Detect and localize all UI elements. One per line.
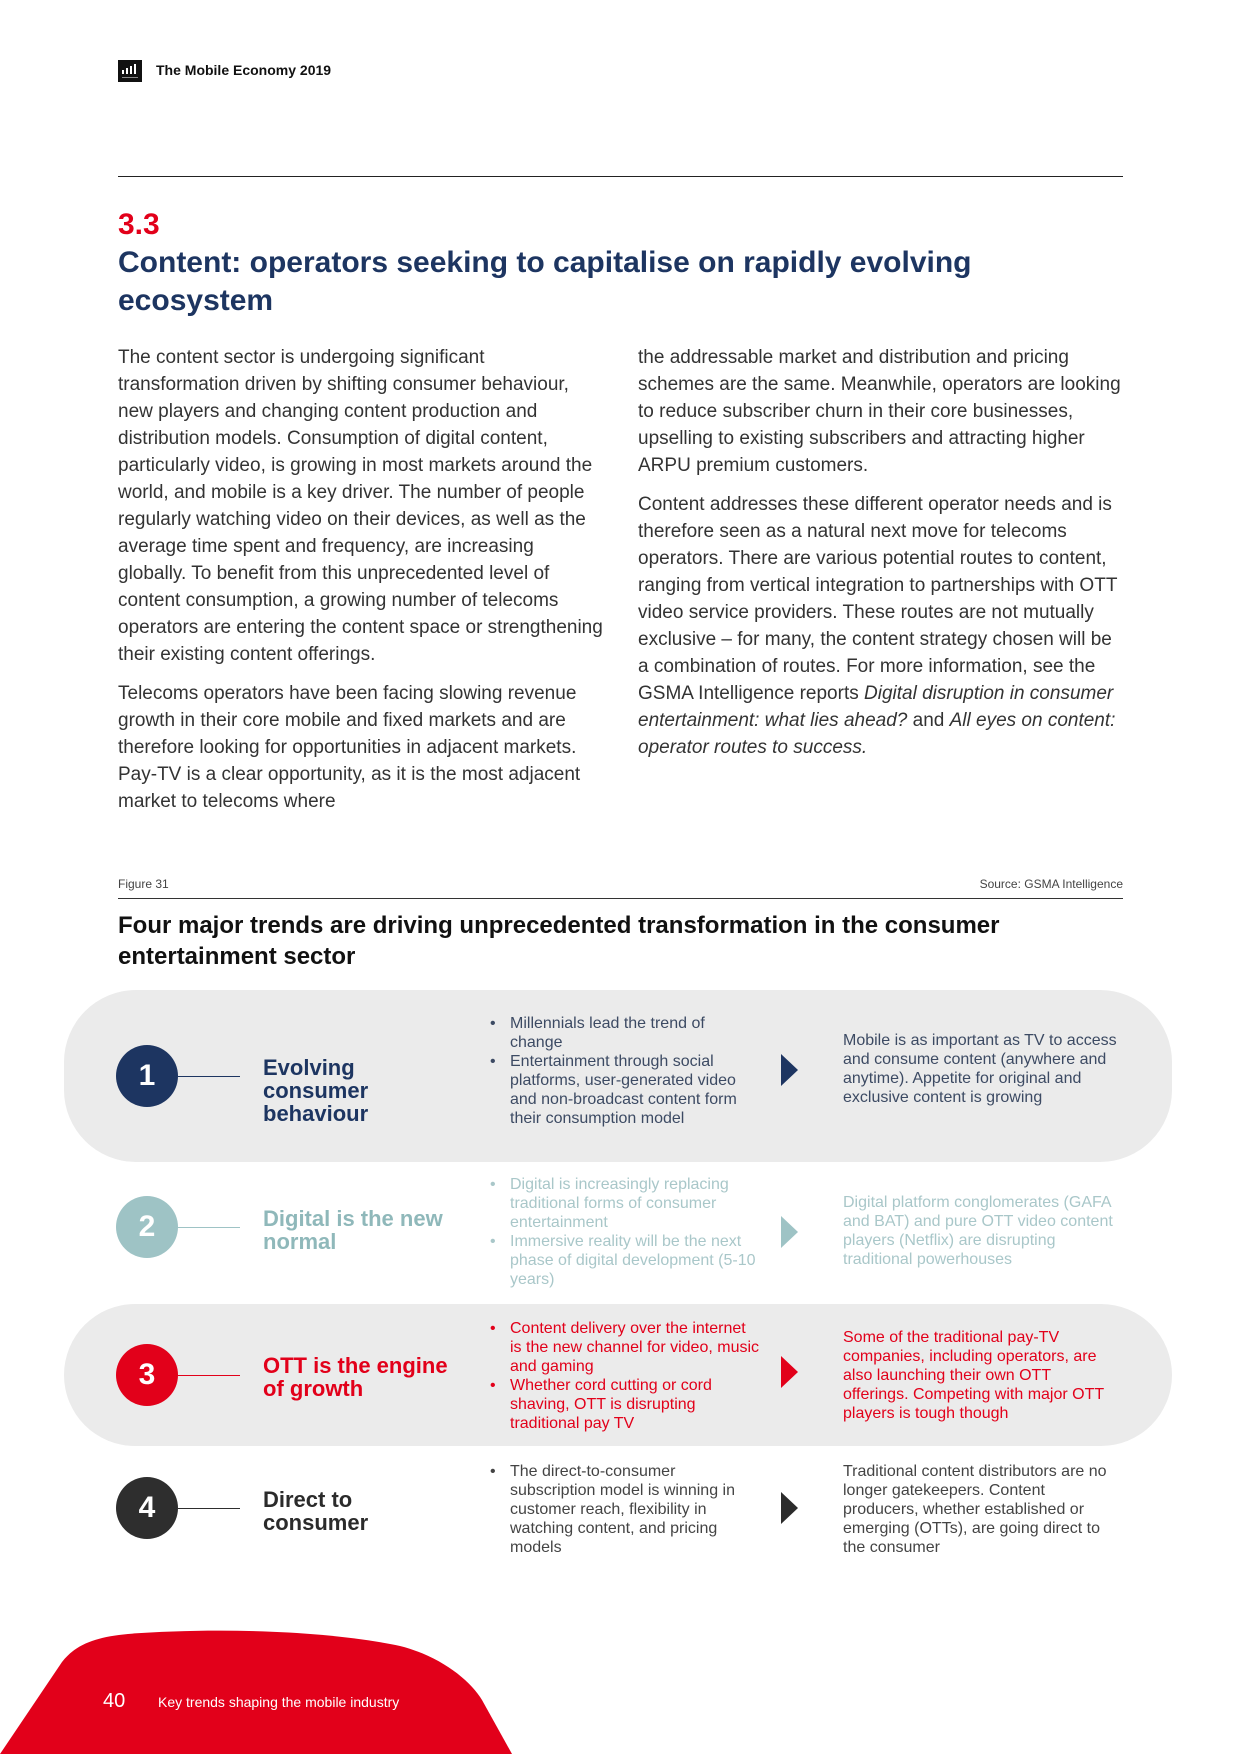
trend-connector-line [178,1375,240,1376]
trend-number-badge: 3 [116,1344,178,1406]
trend-number-badge: 2 [116,1196,178,1258]
arrow-right-icon [781,1054,798,1086]
list-item [490,1175,760,1232]
trend-connector-line [178,1076,240,1077]
trend-row [0,1162,1240,1304]
list-item [490,1232,760,1289]
trend-result: Some of the traditional pay-TV companies, including operators, are also launching their own OTT offerings. Competing with major OTT players is tough though [843,1329,1104,1422]
report-title: All eyes on content: operator routes to success. [638,710,1116,758]
trend-title: Digital is the new normal [263,1206,443,1254]
trend-row [0,1446,1240,1576]
body-column-right [638,344,1126,773]
figure-divider [118,898,1123,899]
report-title: Digital disruption in consumer entertainment: what lies ahead? [638,683,1114,731]
trend-title: Evolving consumer behaviour [263,1055,369,1126]
trend-connector-line [178,1508,240,1509]
bullet-icon: • [490,1015,496,1032]
bullet-text: Entertainment through social platforms, user-generated video and non-broadcast content form their consumption model [510,1053,737,1127]
gsma-logo-icon [118,60,142,82]
body-paragraph: the addressable market and distribution and pricing schemes are the same. Meanwhile, operators are looking to reduce subscriber churn in their core businesses, upselling to existing subscribers and attracting higher ARPU premium customers. [638,347,1121,476]
footer-section-title: Key trends shaping the mobile industry [158,1694,400,1710]
bullet-text: Content delivery over the internet is the new channel for video, music and gaming [510,1320,760,1375]
trend-result: Digital platform conglomerates (GAFA and BAT) and pure OTT video content players (Netflix) are disrupting traditional powerhouses [843,1194,1113,1268]
list-item [490,1462,760,1557]
section-number: 3.3 [118,208,160,241]
list-item [490,1319,760,1376]
list-item [490,1052,760,1128]
bullet-text: Whether cord cutting or cord shaving, OTT is disrupting traditional pay TV [510,1377,712,1432]
list-item [490,1376,760,1433]
trend-number-badge: 1 [116,1045,178,1107]
trend-row [0,1304,1240,1446]
bullet-text: The direct-to-consumer subscription model is winning in customer reach, flexibility in watching content, and pricing models [510,1463,735,1556]
body-text: Content addresses these different operator needs and is therefore seen as a natural next move for telecoms operators. There are various potential routes to content, ranging from vertical integration to partnerships with OTT video service providers. These routes are not mutually exclusive – for many, the content strategy chosen will be a combination of routes. For more information, see the GSMA Intelligence reports [638,494,1118,704]
arrow-right-icon [781,1356,798,1388]
arrow-right-icon [781,1216,798,1248]
trend-bullet-list [490,1175,760,1289]
bullet-icon: • [490,1463,496,1480]
footer-red-shape [0,1628,520,1754]
trend-number-badge: 4 [116,1477,178,1539]
figure-label: Figure 31 [118,877,169,891]
trend-title: Direct to consumer [263,1487,369,1535]
trend-bullet-list [490,1319,760,1433]
document-title: The Mobile Economy 2019 [156,62,332,78]
bullet-text: Digital is increasingly replacing traditional forms of consumer entertainment [510,1176,729,1231]
section-title: Content: operators seeking to capitalise on rapidly evolving ecosystem [118,246,972,317]
trend-bullet-list [490,1014,760,1128]
trend-result: Mobile is as important as TV to access and consume content (anywhere and anytime). Appetite for original and exclusive content is growing [843,1032,1117,1106]
body-paragraph [638,491,1126,761]
trend-connector-line [178,1227,240,1228]
trend-title: OTT is the engine of growth [263,1353,448,1401]
list-item [490,1014,760,1052]
header-divider [118,176,1123,177]
bullet-icon: • [490,1377,496,1394]
bullet-icon: • [490,1176,496,1193]
trend-row [0,990,1240,1162]
bullet-text: Immersive reality will be the next phase of digital development (5-10 years) [510,1233,756,1288]
trend-bullet-list [490,1462,760,1557]
body-paragraph: Telecoms operators have been facing slowing revenue growth in their core mobile and fixed markets and are therefore looking for opportunities in adjacent markets. Pay-TV is a clear opportunity, as it is the most adjacent market to telecoms where [118,683,581,812]
figure-title: Four major trends are driving unprecedented transformation in the consumer entertainment sector [118,912,1000,970]
bullet-icon: • [490,1320,496,1337]
body-column-left [118,344,606,827]
page-number: 40 [103,1690,126,1712]
body-paragraph: The content sector is undergoing significant transformation driven by shifting consumer behaviour, new players and changing content production and distribution models. Consumption of digital content, particularly video, is growing in most markets around the world, and mobile is a key driver. The number of people regularly watching video on their devices, as well as the average time spent and frequency, are increasing globally. To benefit from this unprecedented level of content consumption, a growing number of telecoms operators are entering the content space or strengthening their existing content offerings. [118,347,603,665]
trend-result: Traditional content distributors are no longer gatekeepers. Content producers, whether established or emerging (OTTs), are going direct to the consumer [843,1463,1107,1556]
body-text: and [907,710,950,731]
bullet-icon: • [490,1233,496,1250]
figure-source: Source: GSMA Intelligence [979,877,1123,891]
bullet-icon: • [490,1053,496,1070]
arrow-right-icon [781,1492,798,1524]
bullet-text: Millennials lead the trend of change [510,1015,705,1051]
footer-shape-path [0,1631,512,1754]
